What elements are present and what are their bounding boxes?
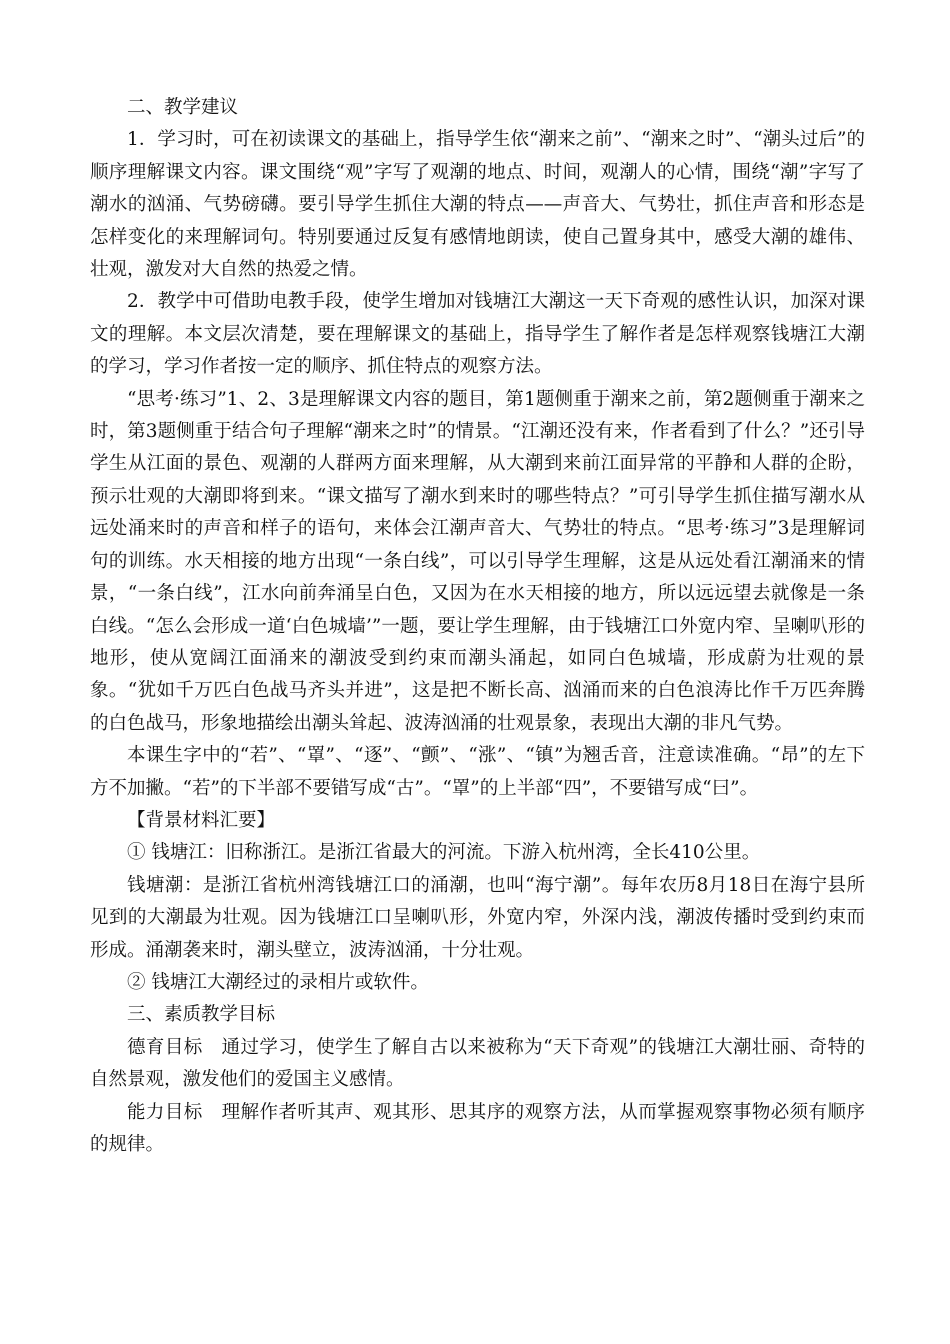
document-page — [90, 92, 865, 1161]
paragraph-exercises: “思考·练习”1、2、3是理解课文内容的题目，第1题侧重于潮来之前，第2题侧重于潮来之时，第3题侧重于结合句子理解“潮来之时”的情景。“江潮还没有来，作者看到了什么？”还引导学生从江面的景色、观潮的人群两方面来理解，从大潮到来前江面异常的平静和人群的企盼，预示壮观的大潮即将到来。“课文描写了潮水到来时的哪些特点？”可引导学生抓住描写潮水从远处涌来时的声音和样子的语句，来体会江潮声音大、气势壮的特点。“思考·练习”3是理解词句的训练。水天相接的地方出现“一条白线”，可以引导学生理解，这是从远处看江潮涌来的情景，“一条白线”，江水向前奔涌呈白色，又因为在水天相接的地方，所以远远望去就像是一条白线。“怎么会形成一道‘白色城墙’”一题，要让学生理解，由于钱塘江口外宽内窄、呈喇叭形的地形，使从宽阔江面涌来的潮波受到约束而潮头涌起，如同白色城墙，形成蔚为壮观的景象。“犹如千万匹白色战马齐头并进”，这是把不断长高、汹涌而来的白色浪涛比作千万匹奔腾的白色战马，形象地描绘出潮头耸起、波涛汹涌的壮观景象，表现出大潮的非凡气势。 — [90, 388, 865, 734]
background-item-video: ② 钱塘江大潮经过的录相片或软件。 — [127, 971, 429, 993]
background-item-qiantang-tide: 钱塘潮：是浙江省杭州湾钱塘江口的涌潮，也叫“海宁潮”。每年农历8月18日在海宁县所见到的大潮最为壮观。因为钱塘江口呈喇叭形，外宽内窄，外深内浅，潮波传播时受到约束而形成。涌潮袭来时，潮头壁立，波涛汹涌，十分壮观。 — [90, 874, 865, 961]
paragraph-suggestion-1: 1．学习时，可在初读课文的基础上，指导学生依“潮来之前”、“潮来之时”、“潮头过后”的顺序理解课文内容。课文围绕“观”字写了观潮的地点、时间，观潮人的心情，围绕“潮”字写了潮水的汹涌、气势磅礴。要引导学生抓住大潮的特点——声音大、气势壮，抓住声音和形态是怎样变化的来理解词句。特别要通过反复有感情地朗读，使自己置身其中，感受大潮的雄伟、壮观，激发对大自然的热爱之情。 — [90, 129, 865, 281]
paragraph-new-characters: 本课生字中的“若”、“罩”、“逐”、“颤”、“涨”、“镇”为翘舌音，注意读准确。“昂”的左下方不加撇。“若”的下半部不要错写成“古”。“罩”的上半部“四”，不要错写成“曰”。 — [90, 745, 865, 799]
goal-ability: 能力目标 理解作者听其声、观其形、思其序的观察方法，从而掌握观察事物必须有顺序的规律。 — [90, 1101, 865, 1155]
background-item-qiantang-river: ① 钱塘江：旧称浙江。是浙江省最大的河流。下游入杭州湾，全长410公里。 — [127, 842, 761, 864]
section-heading-quality-goals: 三、素质教学目标 — [127, 1004, 276, 1026]
goal-moral-education: 德育目标 通过学习，使学生了解自古以来被称为“天下奇观”的钱塘江大潮壮丽、奇特的自然景观，激发他们的爱国主义感情。 — [90, 1036, 865, 1091]
background-materials-heading: 【背景材料汇要】 — [127, 809, 276, 831]
paragraph-suggestion-2: 2．教学中可借助电教手段，使学生增加对钱塘江大潮这一天下奇观的感性认识，加深对课文的理解。本文层次清楚，要在理解课文的基础上，指导学生了解作者是怎样观察钱塘江大潮的学习，学习作者按一定的顺序、抓住特点的观察方法。 — [90, 291, 865, 378]
section-heading-teaching-suggestions: 二、教学建议 — [127, 97, 239, 118]
